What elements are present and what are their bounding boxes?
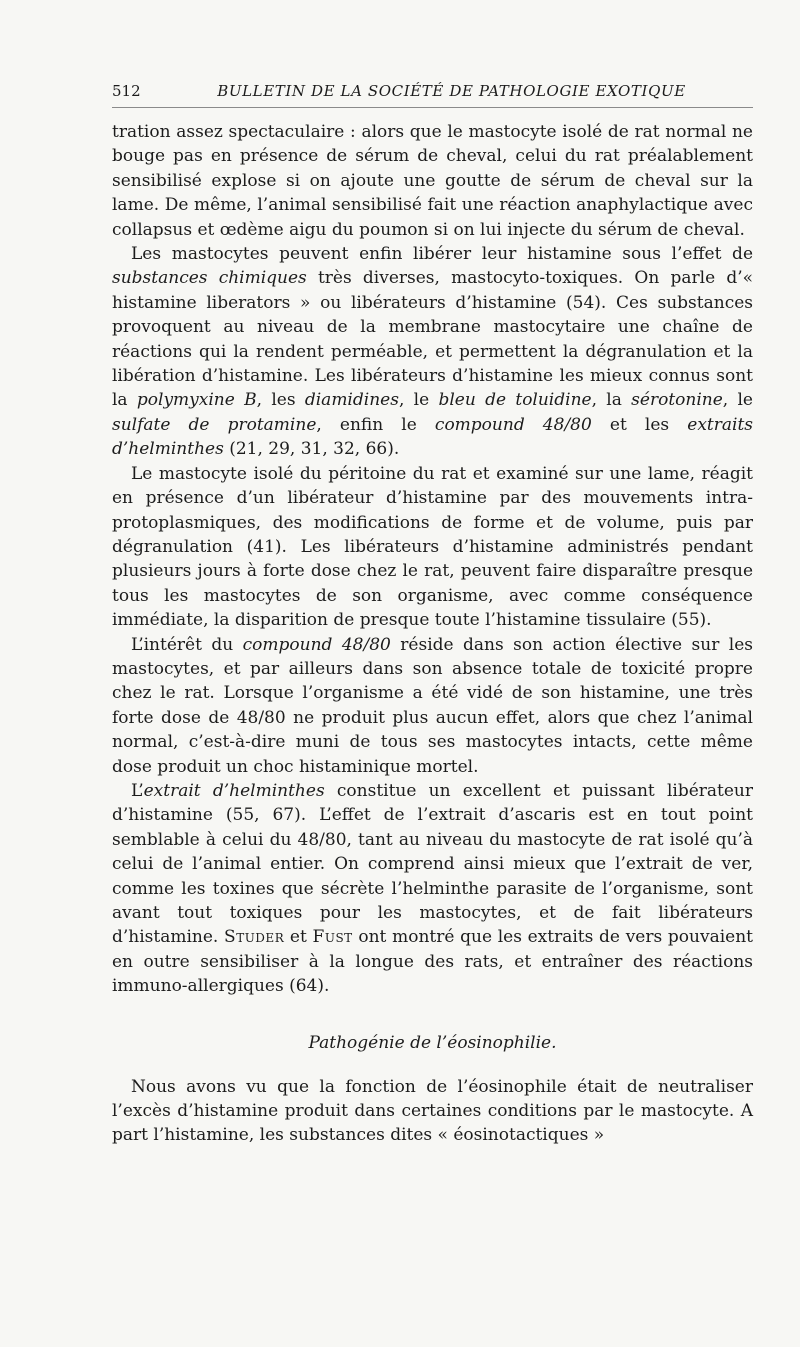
text-run: et [284, 927, 313, 948]
body-paragraph [112, 1075, 753, 1148]
text-run: L’ [131, 780, 144, 801]
final-paragraph-container [112, 1075, 753, 1148]
italic-run: polymyxine B [136, 390, 257, 411]
body-paragraph [112, 120, 753, 242]
text-run: , le [722, 390, 753, 411]
italic-run: compound 48/80 [434, 414, 592, 435]
body-paragraph [112, 462, 753, 633]
section-heading: Pathogénie de l’éosinophilie. [308, 1032, 557, 1053]
text-run: , le [398, 390, 439, 411]
text-run: tration assez spectaculaire : alors que le mastocyte isolé de rat normal ne bouge pas en présence de sérum de cheval, celui du rat préalablement sensibilisé explose si on ajoute une goutte de sérum de cheval sur la lame. De même, l’animal sensibilisé fait une réaction anaphylactique avec collapsus et œdème aigu du poumon si on lui injecte du sérum de cheval. [112, 122, 753, 240]
text-run: Nous avons vu que la fonction de l’éosinophile était de neutraliser l’excès d’histamine produit dans certaines conditions par le mastocyte. A part l’histamine, les substances dites « éosinotactiques » [112, 1076, 753, 1146]
text-run: L’intérêt du [131, 634, 243, 655]
italic-run: sérotonine [631, 390, 723, 411]
text-run: Les mastocytes peuvent enfin libérer leur histamine sous l’effet de [131, 244, 753, 265]
page-number: 512 [112, 82, 141, 100]
journal-title: BULLETIN DE LA SOCIÉTÉ DE PATHOLOGIE EXOTIQUE [217, 82, 686, 100]
italic-run: extraits d’helminthes [112, 414, 753, 460]
italic-run: compound 48/80 [242, 634, 391, 655]
italic-run: substances chimiques [112, 268, 307, 289]
author-name: Studer [224, 927, 285, 948]
italic-run: bleu de toluidine [438, 390, 592, 411]
author-name: Fust [312, 927, 353, 948]
text-run: réside dans son action élective sur les mastocytes, et par ailleurs dans son absence totale de toxicité propre chez le rat. Lorsque l’organisme a été vidé de son histamine, une très forte dose de 48/80 ne produit plus aucun effet, alors que chez l’animal normal, c’est-à-dire muni de tous ses mastocytes intacts, cette même dose produit un choc histaminique mortel. [112, 634, 754, 777]
paragraph-list [112, 120, 753, 999]
text-run: , enfin le [316, 414, 435, 435]
running-header [112, 82, 753, 108]
italic-run: diamidines [304, 390, 399, 411]
italic-run: extrait d’helminthes [143, 780, 325, 801]
text-run: constitue un excellent et puissant libérateur d’histamine (55, 67). L’effet de l’extrait d’ascaris est en tout point semblable à celui du 48/80, tant au niveau du mastocyte de rat isolé qu’à celui de l’animal entier. On comprend ainsi mieux que l’extrait de ver, comme les toxines que sécrète l’helminthe parasite de l’organisme, sont avant tout toxiques pour les mastocytes, et de fait libérateurs d’histamine. [112, 780, 753, 948]
text-run: très diverses, mastocyto-toxiques. On parle d’« histamine liberators » ou libérateurs d’histamine (54). Ces substances provoquent au niveau de la membrane mastocytaire une chaîne de réactions qui la rendent perméable, et permettent la dégranulation et la libération d’histamine. Les libérateurs d’histamine les mieux connus sont la [112, 268, 754, 411]
text-run: et les [591, 414, 688, 435]
body-paragraph [112, 242, 753, 462]
text-run: , la [591, 390, 632, 411]
text-run: ont montré que les extraits de vers pouvaient en outre sensibiliser à la longue des rats, et entraîner des réactions immuno-allergiques (64). [112, 927, 753, 997]
body-paragraph [112, 779, 753, 999]
italic-run: sulfate de protamine [112, 414, 317, 435]
text-run: Le mastocyte isolé du péritoine du rat et examiné sur une lame, réagit en présence d’un libérateur d’histamine par des mouvements intra-protoplasmiques, des modifications de forme et de volume, puis par dégranulation (41). Les libérateurs d’histamine administrés pendant plusieurs jours à forte dose chez le rat, peuvent faire disparaître presque tous les mastocytes de son organisme, avec comme conséquence immédiate, la disparition de presque toute l’histamine tissulaire (55). [112, 463, 753, 631]
text-run: (21, 29, 31, 32, 66). [223, 439, 400, 460]
text-run: , les [256, 390, 305, 411]
body-paragraph [112, 633, 753, 779]
article-body [112, 120, 753, 1148]
